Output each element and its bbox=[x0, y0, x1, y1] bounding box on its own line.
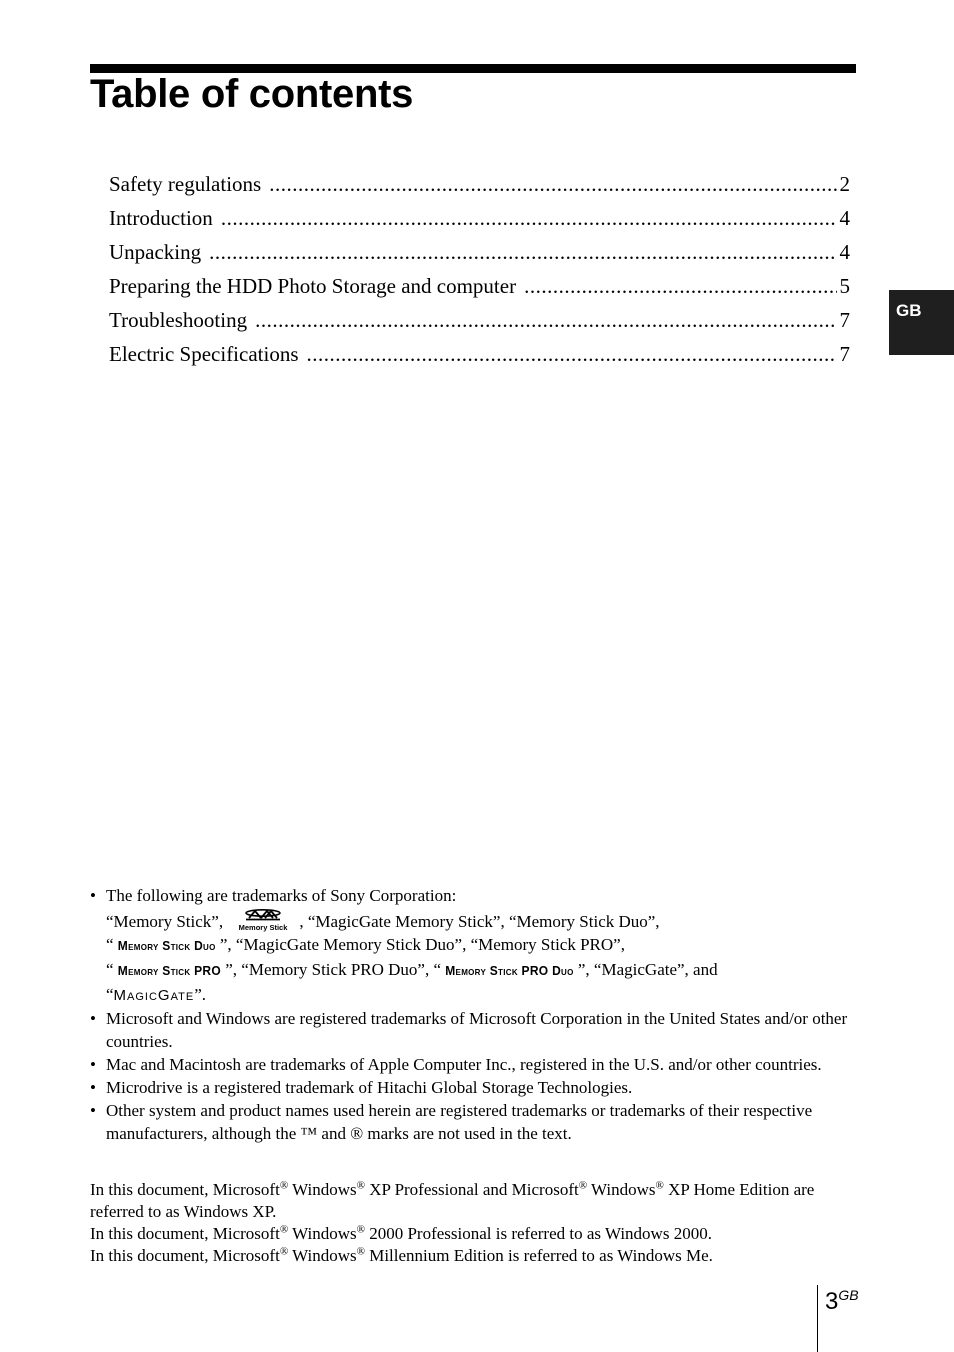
trademark-text: ”, “MagicGate Memory Stick Duo”, “Memory Stick PRO”, bbox=[215, 935, 625, 954]
toc-entry-page: 7 bbox=[839, 308, 850, 332]
windows-me-note: In this document, Microsoft® Windows® Millennium Edition is referred to as Windows Me. bbox=[90, 1245, 713, 1265]
trademark-notes bbox=[90, 884, 860, 1145]
trademark-text: • Mac and Macintosh are trademarks of Apple Computer Inc., registered in the U.S. and/or other countries. bbox=[106, 1055, 822, 1074]
toc-leader-dots bbox=[209, 235, 836, 269]
page-title: Table of contents bbox=[90, 72, 414, 116]
windows-2000-note: In this document, Microsoft® Windows® 2000 Professional is referred to as Windows 2000. bbox=[90, 1223, 712, 1243]
memory-stick-duo-mark: Memory Stick Duo bbox=[117, 938, 216, 954]
toc-entry[interactable] bbox=[109, 167, 850, 201]
toc-entry-page: 4 bbox=[839, 240, 850, 264]
toc-leader-dots bbox=[524, 269, 836, 303]
memory-stick-pro-mark: Memory Stick PRO bbox=[117, 963, 221, 979]
windows-xp-note: In this document, Microsoft® Windows® XP Professional and Microsoft® Windows® XP Home Edition are referred to as Windows XP. bbox=[90, 1179, 815, 1221]
language-tab bbox=[889, 290, 954, 355]
trademark-line bbox=[106, 958, 860, 983]
page-number bbox=[825, 1287, 859, 1316]
memory-stick-logo-text: Memory Stick bbox=[238, 923, 288, 932]
toc-leader-dots bbox=[255, 303, 836, 337]
magicgate-mark: MagicGate bbox=[113, 987, 195, 1004]
language-tab-label: GB bbox=[896, 301, 922, 320]
toc-entry[interactable] bbox=[109, 269, 850, 303]
footer-divider bbox=[817, 1285, 818, 1352]
trademark-text: “ bbox=[106, 935, 118, 954]
trademark-intro: • The following are trademarks of Sony Corporation: bbox=[106, 886, 457, 905]
toc-entry[interactable] bbox=[109, 303, 850, 337]
trademark-text: • Microsoft and Windows are registered trademarks of Microsoft Corporation in the United States and/or other countries. bbox=[106, 1009, 848, 1051]
trademark-text: ”, “Memory Stick PRO Duo”, “ bbox=[220, 960, 446, 979]
trademark-line bbox=[106, 933, 860, 958]
trademark-text: ”. bbox=[194, 985, 206, 1004]
toc-leader-dots bbox=[221, 201, 837, 235]
trademark-apple bbox=[90, 1053, 860, 1076]
trademark-text: , “MagicGate Memory Stick”, “Memory Stick Duo”, bbox=[299, 912, 660, 931]
toc-entry[interactable] bbox=[109, 337, 850, 371]
toc-entry-label: Preparing the HDD Photo Storage and computer bbox=[109, 274, 517, 298]
toc-entry-label: Unpacking bbox=[109, 240, 202, 264]
toc-entry-page: 5 bbox=[839, 274, 850, 298]
toc-entry[interactable] bbox=[109, 201, 850, 235]
toc-entry-label: Safety regulations bbox=[109, 172, 262, 196]
trademark-sony bbox=[90, 884, 860, 1007]
toc-entry-page: 7 bbox=[839, 342, 850, 366]
toc-entry-label: Electric Specifications bbox=[109, 342, 299, 366]
trademark-microsoft bbox=[90, 1007, 860, 1053]
trademark-text: • Microdrive is a registered trademark of Hitachi Global Storage Technologies. bbox=[106, 1078, 633, 1097]
trademark-line bbox=[106, 983, 860, 1007]
windows-naming-notes bbox=[90, 1179, 860, 1267]
toc-list bbox=[109, 167, 850, 371]
page-number-suffix: GB bbox=[838, 1287, 859, 1303]
trademark-text: ”, “MagicGate”, and bbox=[573, 960, 718, 979]
toc-leader-dots bbox=[269, 167, 836, 201]
toc-entry[interactable] bbox=[109, 235, 850, 269]
toc-entry-label: Troubleshooting bbox=[109, 308, 248, 332]
trademark-text: “Memory Stick”, bbox=[106, 912, 228, 931]
toc-entry-label: Introduction bbox=[109, 206, 213, 230]
trademark-hitachi bbox=[90, 1076, 860, 1099]
trademark-other bbox=[90, 1099, 860, 1145]
trademark-text: “ bbox=[106, 960, 118, 979]
page-number-value: 3 bbox=[825, 1288, 839, 1315]
trademark-line bbox=[106, 907, 860, 933]
toc-leader-dots bbox=[307, 337, 837, 371]
trademark-text: “ bbox=[106, 985, 114, 1004]
trademark-text: • Other system and product names used herein are registered trademarks or trademarks of their respective manufacturers, although the ™ and ® marks are not used in the text. bbox=[106, 1101, 813, 1143]
toc-entry-page: 2 bbox=[839, 172, 850, 196]
memory-stick-logo-icon bbox=[235, 907, 291, 933]
memory-stick-pro-duo-mark: Memory Stick PRO Duo bbox=[445, 963, 574, 979]
toc-entry-page: 4 bbox=[839, 206, 850, 230]
